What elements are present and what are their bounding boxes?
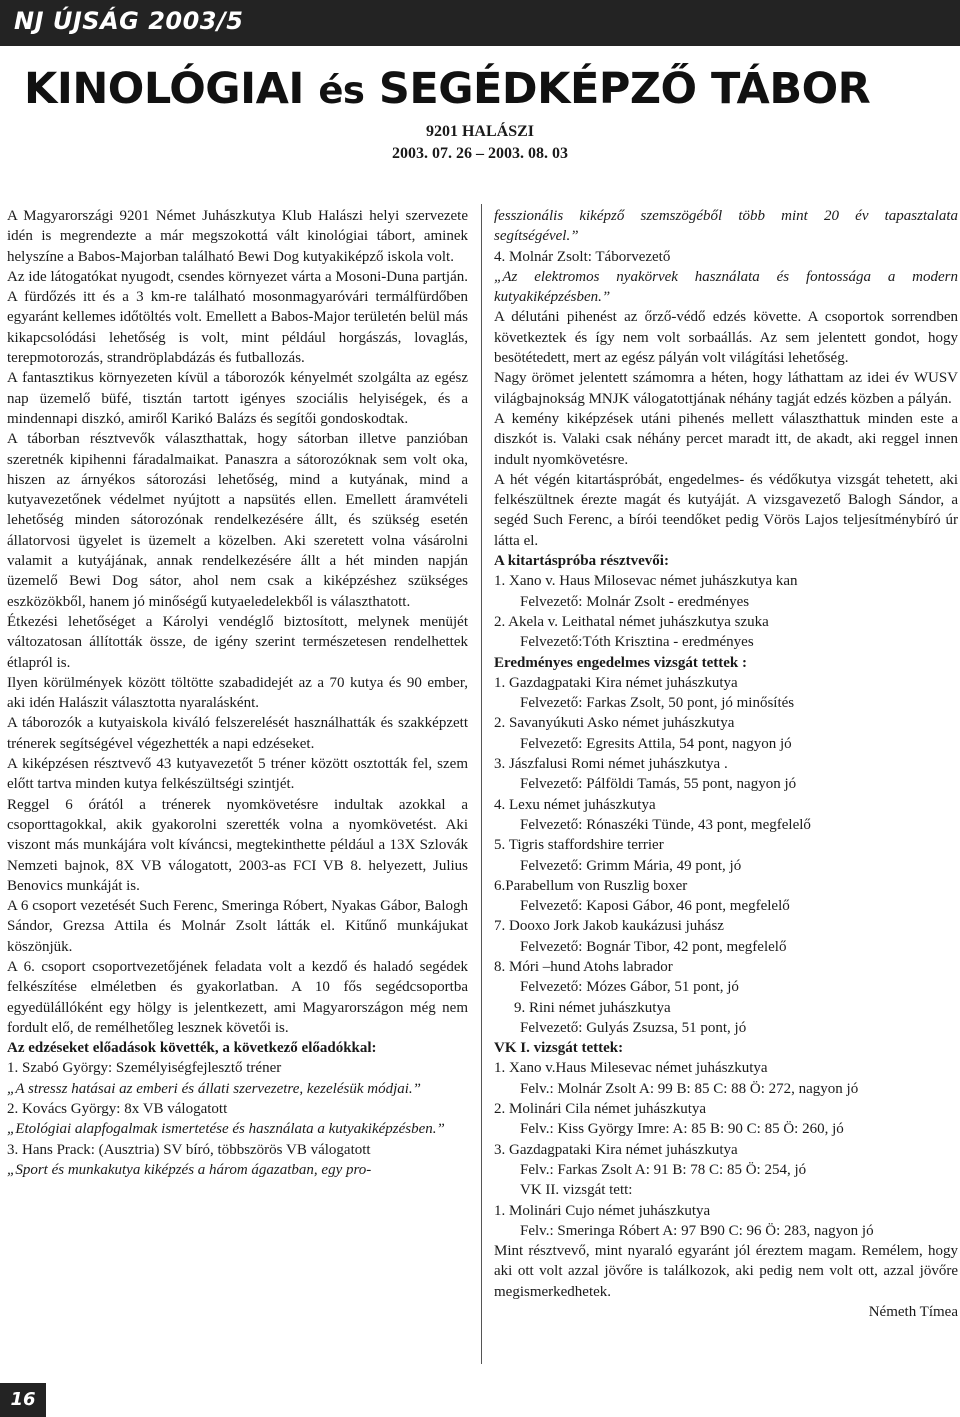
left-column bbox=[7, 206, 468, 1180]
paragraph: A táborban résztvevők választhattak, hogy sátorban illetve panzióban szeretnék kipihenni fáradalmaikat. Panaszra a sátorozóknak sem volt oka, hiszen az árnyékos sátorozási lehetőség, mind a kutyának, mind a kutyavezetőnek védelmet nyújtott a napsütés ellen. Emellett áramvételi lehetőség minden sátorozónak rendelkezésére állt, és szükség esetén állatorvosi ügyelet is üzemelt a közelben. Aki szeretett volna vásárolni valamit a kutyájának, annak rendelkezésére állt a hét minden napján üzemelő Bewi Dog sátor, ahol nem csak a kiképzéshez szükséges eszközökből, hanem jó minőségű kutyaeledelekből is választhatott. bbox=[7, 431, 468, 610]
paragraph: A kitartáspróba résztvevői: bbox=[494, 553, 669, 570]
paragraph: „Az elektromos nyakörvek használata és fontossága a modern kutyakiképzésben.” bbox=[494, 268, 958, 306]
paragraph: Felv.: Farkas Zsolt A: 91 B: 78 C: 85 Ö: 254, jó bbox=[520, 1161, 807, 1178]
article-title bbox=[24, 64, 960, 114]
paragraph: 2. Savanyúkuti Asko német juhászkutya bbox=[494, 715, 735, 732]
title-main: KINOLÓGIAI bbox=[24, 64, 319, 114]
paragraph: Felvezető:Tóth Krisztina - eredményes bbox=[520, 634, 754, 651]
paragraph: Felvezető: Mózes Gábor, 51 pont, jó bbox=[520, 979, 739, 996]
paragraph: Felv.: Molnár Zsolt A: 99 B: 85 C: 88 Ö: 272, nagyon jó bbox=[520, 1080, 859, 1097]
paragraph: A táborozók a kutyaiskola kiváló felszerelését használhatták és szakképzett trénerek segítségével végezhették a napi edzéseket. bbox=[7, 715, 468, 752]
page-number: 16 bbox=[0, 1383, 46, 1417]
title-rest: SEGÉDKÉPZŐ TÁBOR bbox=[364, 64, 871, 114]
paragraph: Felvezető: Kaposi Gábor, 46 pont, megfelelő bbox=[520, 898, 790, 915]
paragraph: A délutáni pihenést az őrző-védő edzés követte. A csoportok sorrendben következtek és így nem volt sorbaállás. Az sem jelentett gondot, hogy besötétedett, mert az egész pályán volt világítási lehetőség. bbox=[494, 309, 958, 367]
paragraph: Ilyen körülmények között töltötte szabadidejét az a 70 kutya és 90 ember, aki idén Halászit választotta nyaralásként. bbox=[7, 674, 468, 712]
paragraph: Az edzéseket előadások követték, a következő előadókkal: bbox=[7, 1040, 377, 1057]
paragraph: Felvezető: Grimm Mária, 49 pont, jó bbox=[520, 857, 742, 874]
paragraph: 7. Dooxo Jork Jakob kaukázusi juhász bbox=[494, 918, 724, 935]
paragraph: Felv.: Smeringa Róbert A: 97 B90 C: 96 Ö: 283, nagyon jó bbox=[520, 1222, 874, 1239]
paragraph: Felvezető: Egresits Attila, 54 pont, nagyon jó bbox=[520, 735, 792, 752]
paragraph: 4. Lexu német juhászkutya bbox=[494, 796, 656, 813]
paragraph: A Magyarországi 9201 Német Juhászkutya Klub Halászi helyi szervezete idén is megrendezte a már megszokottá vált kinológiai tábort, aminek helyszíne a Babos-Majorban található Bewi Dog kutyakiképző iskola volt. bbox=[7, 208, 468, 265]
paragraph: fesszionális kiképző szemszögéből több mint 20 év tapasztalata segítségével.” bbox=[494, 208, 958, 245]
paragraph: Felv.: Kiss György Imre: A: 85 B: 90 C: 85 Ö: 260, jó bbox=[520, 1121, 844, 1138]
paragraph: VK I. vizsgát tettek: bbox=[494, 1040, 624, 1057]
date-line: 2003. 07. 26 – 2003. 08. 03 bbox=[392, 145, 568, 162]
paragraph: 4. Molnár Zsolt: Táborvezető bbox=[494, 248, 671, 265]
paragraph: A hét végén kitartáspróbát, engedelmes- és védőkutya vizsgát tehetett, aki felkészültnek érezte magát és kutyáját. A vizsgavezető Balogh Sándor, a segéd Such Ferenc, a bírói teendőket pedig Vörös Lajos teljesítménybíró úr látta el. bbox=[494, 471, 958, 549]
title-es: és bbox=[318, 69, 365, 112]
paragraph: Felvezető: Pálföldi Tamás, 55 pont, nagyon jó bbox=[520, 776, 797, 793]
paragraph: 6.Parabellum von Ruszlig boxer bbox=[494, 877, 688, 894]
paragraph: 2. Akela v. Leithatal német juhászkutya szuka bbox=[494, 613, 769, 630]
paragraph: A kemény kiképzések utáni pihenés mellett választhattuk minden este a diszkót is. Valaki csak néhány percet maradt itt, de akadt, aki reggel innen indult nyomkövetésre. bbox=[494, 410, 958, 468]
paragraph: Az ide látogatókat nyugodt, csendes környezet várta a Mosoni-Duna partján. A fürdőzés itt és a 3 km-re található mosonmagyaróvári termálfürdőben egyaránt kellemes időtöltés volt. Emellett a Babos-Major területén belül más kikapcsolódási lehetőség is volt, mint például horgászás, lovaglás, terepmotorozás, strandröplabdázás és futballozás. bbox=[7, 268, 468, 367]
paragraph: Felvezető: Rónaszéki Tünde, 43 pont, megfelelő bbox=[520, 816, 811, 833]
paragraph: 1. Szabó György: Személyiségfejlesztő tréner bbox=[7, 1060, 282, 1077]
paragraph: „Sport és munkakutya kiképzés a három ágazatban, egy pro- bbox=[7, 1161, 372, 1178]
paragraph: 2. Kovács György: 8x VB válogatott bbox=[7, 1101, 228, 1118]
paragraph: Étkezési lehetőséget a Károlyi vendéglő biztosított, melynek menüjét változatosan állították össze, de igény szerint természetesen rendelhettek étlapról is. bbox=[7, 613, 468, 671]
masthead-title: NJ ÚJSÁG 2003/5 bbox=[14, 7, 244, 35]
paragraph: 1. Gazdagpataki Kira német juhászkutya bbox=[494, 674, 738, 691]
paragraph: 9. Rini német juhászkutya bbox=[514, 999, 671, 1016]
masthead-bar bbox=[0, 0, 960, 46]
paragraph: 1. Molinári Cujo német juhászkutya bbox=[494, 1202, 711, 1219]
paragraph: Reggel 6 órától a trénerek nyomkövetésre indultak azokkal a csoporttagokkal, akik gyakorolni szerették volna a nyomkövetést. Aki viszont más munkájára volt kíváncsi, megtekinthette például a 13X Szlovák Nemzeti bajnok, 8X VB válogatott, 2003-as FCI VB 8. helyezett, Julius Benovics munkáját is. bbox=[7, 796, 468, 894]
paragraph: Felvezető: Bognár Tibor, 42 pont, megfelelő bbox=[520, 938, 787, 955]
paragraph: „Etológiai alapfogalmak ismertetése és használata a kutyakiképzésben.” bbox=[7, 1121, 445, 1138]
paragraph: A fantasztikus környezeten kívül a táborozók kényelmét szolgálta az egész nap üzemelő büfé, tisztán tartott igényes szociális helyiségek, és a mindennapi diszkó, amiről Karikó Balázs és segítői gondoskodtak. bbox=[7, 370, 468, 427]
paragraph: 8. Móri –hund Atohs labrador bbox=[494, 958, 673, 975]
paragraph: 3. Hans Prack: (Ausztria) SV bíró, többszörös VB válogatott bbox=[7, 1141, 371, 1158]
paragraph: A 6 csoport vezetését Such Ferenc, Smeringa Róbert, Nyakas Gábor, Balogh Sándor, Grezsa Attila és Molnár Zsolt látták el. Kitűnő munkájukat köszönjük. bbox=[7, 898, 468, 955]
column-divider bbox=[481, 204, 482, 1364]
paragraph: Felvezető: Molnár Zsolt - eredményes bbox=[520, 593, 750, 610]
paragraph: 2. Molinári Cila német juhászkutya bbox=[494, 1101, 707, 1118]
paragraph: Nagy örömet jelentett számomra a héten, hogy láthattam az idei év WUSV világbajnokság MNJK válogatottjának néhány tagját edzés közben a pályán. bbox=[494, 370, 958, 407]
paragraph: A 6. csoport csoportvezetőjének feladata volt a kezdő és haladó segédek felkészítése elméletben és gyakorlatban. A 10 fős segédcsoportba egyedülállóként egy hölgy is jelentkezett, ami Magyarországon még nem fordult elő, de remélhetőleg lesznek követői is. bbox=[7, 958, 468, 1036]
paragraph: „A stressz hatásai az emberi és állati szervezetre, kezelésük módjai.” bbox=[7, 1080, 421, 1097]
paragraph: Felvezető: Farkas Zsolt, 50 pont, jó minősítés bbox=[520, 695, 795, 712]
paragraph: 1. Xano v.Haus Milesevac német juhászkutya bbox=[494, 1060, 768, 1077]
paragraph: Felvezető: Gulyás Zsuzsa, 51 pont, jó bbox=[520, 1019, 747, 1036]
paragraph: Eredményes engedelmes vizsgát tettek : bbox=[494, 654, 747, 671]
right-column bbox=[494, 206, 958, 1322]
paragraph: Mint résztvevő, mint nyaraló egyaránt jól éreztem magam. Remélem, hogy aki ott volt azzal jövőre is találkozok, aki pedig nem volt ott, azzal jövőre megismerkedhetek. bbox=[494, 1243, 958, 1300]
location-line: 9201 HALÁSZI bbox=[425, 123, 535, 140]
paragraph: 5. Tigris staffordshire terrier bbox=[494, 837, 664, 854]
paragraph: VK II. vizsgát tett: bbox=[520, 1182, 633, 1199]
paragraph: 3. Jászfalusi Romi német juhászkutya . bbox=[494, 756, 728, 773]
paragraph: 3. Gazdagpataki Kira német juhászkutya bbox=[494, 1141, 738, 1158]
paragraph: Németh Tímea bbox=[868, 1304, 958, 1321]
paragraph: A kiképzésen résztvevő 43 kutyavezetőt 5 tréner között osztották fel, szem előtt tartva minden kutya felkészültségi szintjét. bbox=[7, 756, 468, 793]
paragraph: 1. Xano v. Haus Milosevac német juhászkutya kan bbox=[494, 573, 798, 590]
